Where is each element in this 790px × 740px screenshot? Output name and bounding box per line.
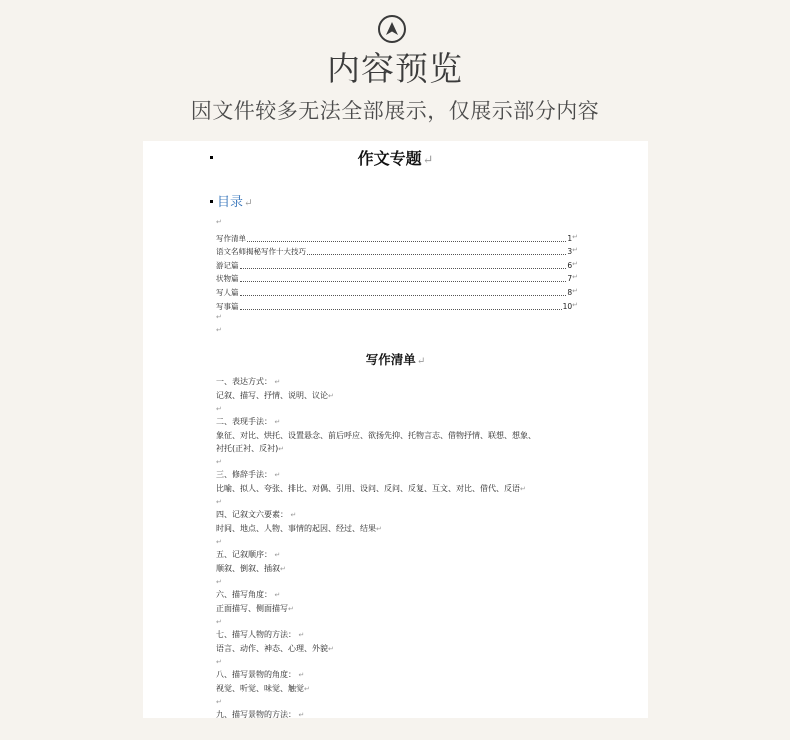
document-preview [143, 141, 648, 718]
list-item: 六、描写角度： ↵ 正面描写、侧面描写↵ ↵ [216, 590, 294, 626]
chevron-up-circle-icon [378, 15, 406, 43]
paragraph-mark: ↵ [216, 218, 222, 226]
section-title: 写作清单↵ [365, 352, 426, 367]
page-subtitle: 因文件较多无法全部展示，仅展示部分内容 [190, 99, 600, 123]
toc-leader [240, 294, 567, 296]
toc-row[interactable]: 状物篇 7 ↵ [216, 273, 578, 284]
toc-leader [240, 308, 562, 310]
list-item: 三、修辞手法： ↵ 比喻、拟人、夸张、排比、对偶、引用、设问、反问、反复、互文、对比、借代、反语↵ ↵ [216, 470, 526, 506]
toc-heading: 目录↵ [217, 195, 253, 210]
page-title: 内容预览 [327, 49, 463, 88]
list-item: 四、记叙文六要素： ↵ 时间、地点、人物、事情的起因、经过、结果↵ ↵ [216, 510, 382, 546]
list-item: 九、描写景物的方法： ↵ [216, 710, 305, 718]
toc-leader [240, 280, 567, 282]
paragraph-mark: ↵ [216, 313, 222, 321]
list-item: 八、描写景物的角度： ↵ 视觉、听觉、味觉、触觉↵ ↵ [216, 670, 310, 706]
toc-leader [240, 267, 567, 269]
list-item: 一、表达方式： ↵ 记叙、描写、抒情、说明、议论↵ ↵ [216, 377, 334, 413]
toc-leader [247, 240, 566, 242]
toc-row[interactable]: 写作清单 1 ↵ [216, 232, 578, 243]
toc-leader [307, 253, 566, 255]
toc-row[interactable]: 写事篇 10 ↵ [216, 300, 578, 311]
bullet-marker [210, 200, 213, 203]
document-title: 作文专题↵ [357, 149, 434, 168]
toc-row[interactable]: 游记篇 6 ↵ [216, 259, 578, 270]
list-item: 五、记叙顺序： ↵ 顺叙、倒叙、插叙↵ ↵ [216, 550, 286, 586]
list-item: 二、表现手法： ↵ 象征、对比、烘托、设置悬念、前后呼应、欲扬先抑、托物言志、借物抒情、联想、想象、 衬托(正衬、反衬)↵ ↵ [216, 417, 536, 466]
list-item: 七、描写人物的方法： ↵ 语言、动作、神态、心理、外貌↵ ↵ [216, 630, 334, 666]
toc-row[interactable]: 写人篇 8 ↵ [216, 286, 578, 297]
paragraph-mark: ↵ [216, 326, 222, 334]
toc-row[interactable]: 语文名师揭秘写作十大技巧 3 ↵ [216, 246, 578, 257]
toc-list [216, 230, 578, 312]
